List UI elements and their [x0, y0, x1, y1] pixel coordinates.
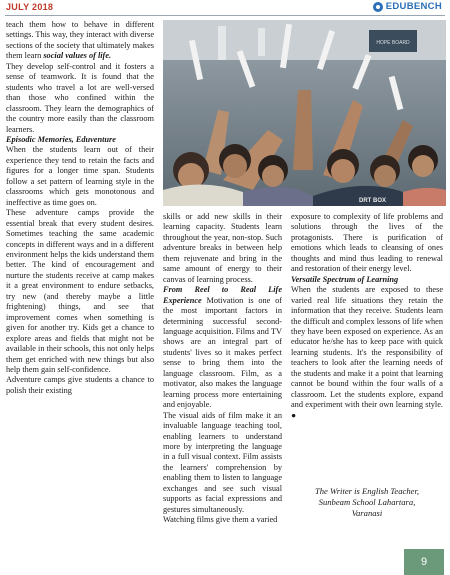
- section-heading: Versatile Spectrum of Learning: [291, 274, 399, 284]
- paragraph: When the students are exposed to these varied real life situations they retain the information that they receive. Students learn the difficult and complex lessons of life when they have been exposed on experience. As an educator he/she has to keep pace with quick learning students. It's the responsibility of teachers to look after the learning needs of the students and make it a point that learning cannot be bound within the four walls of a classroom. Let the students explore, expand and experiment with their own learning style. ●: [291, 285, 443, 420]
- paragraph: [163, 285, 282, 410]
- section-heading: From Reel to Real Life Experience: [163, 285, 282, 305]
- paragraph: [6, 20, 154, 62]
- paragraph: They develop self-control and it fosters a sense of teamwork. It is found that the students who travel a lot are well-versed than those who confined within the classroom. They learn the demographics of the country more easily than the classroom learners.: [6, 61, 154, 134]
- shirt-text: DRT BOX: [359, 198, 386, 204]
- text: teach them how to behave in different settings. This way, they interact with diverse sections of the society that ultimately makes them learn: [6, 20, 154, 61]
- paragraph: Watching films give them a varied: [163, 515, 278, 525]
- page-header: [0, 0, 450, 16]
- author-credit: [291, 486, 443, 519]
- board-text: HOPE BOARD: [376, 40, 410, 46]
- page-number: 9: [420, 556, 428, 568]
- paragraph: exposure to complexity of life problems and solutions through the lives of the protagonists. There is purification of emotions which leads to cleansing of ones thoughts and mind thus leading to renewal and restoration of their energy level.: [291, 212, 443, 274]
- photo-illustration: [163, 20, 446, 206]
- paragraph: Adventure camps give students a chance to polish their existing: [6, 375, 154, 395]
- paragraph: These adventure camps provide the essential break that every student desires. Sometimes teaching the same academic concepts in different ways and in a different environment helps the kids understand them better. The kind of encouragement and nurture the students receive at camp makes it a great environment to endure setbacks, try new (and thereby maybe a little frightening) things, and see that improvement comes when something is given for another try. Kids get a chance to explore areas and fields that might not be available in their schools, this not only helps them get enriched with new things but also help them gain self-confidence.: [6, 208, 154, 374]
- edubench-logo-icon: [373, 2, 383, 12]
- credit-line: Sunbeam School Lahartara,: [318, 497, 416, 507]
- page-number-box: [404, 549, 444, 575]
- column-3: [291, 212, 443, 421]
- paragraph: skills or add new skills in their learning capacity. Students learn throughout the year, non-stop. Such adventure breaks in between help them rejuvenate and bring in the same amount of energy to their canvas of learning process.: [163, 212, 282, 284]
- paragraph: The visual aids of film make it an invaluable language teaching tool, enabling learners to understand more by interpreting the language in a full visual context. Film assists the learners' comprehension by enabling them to listen to language exchanges and see such visual supports as facial expressions and gestures simultaneously.: [163, 410, 282, 514]
- column-1: [6, 20, 154, 396]
- text: Motivation is one of the most important factors in determining successful second-language acquisition. Films and TV shows are an integral part of students' lives so it makes perfect sense to bring them into the language classroom. Film, as a motivator, also makes the language learning process more entertaining and enjoyable.: [163, 295, 282, 410]
- emphasis: social values of life.: [43, 51, 112, 61]
- header-rule: [5, 15, 445, 16]
- credit-line: The Writer is English Teacher,: [314, 486, 419, 496]
- paragraph: When the students learn out of their experience they tend to retain the facts and figures for a longer time span. Students follow a set pattern of learning style in the classrooms which gets monotonous and ineffective as time goes on.: [6, 145, 154, 207]
- brand: [373, 1, 442, 12]
- students-photo: [163, 20, 446, 206]
- brand-name: EDUBENCH: [385, 1, 442, 12]
- column-2: [163, 212, 282, 526]
- issue-month: JULY 2018: [6, 2, 54, 12]
- section-heading: Episodic Memories, Eduventure: [6, 134, 116, 144]
- credit-line: Varanasi: [351, 508, 383, 518]
